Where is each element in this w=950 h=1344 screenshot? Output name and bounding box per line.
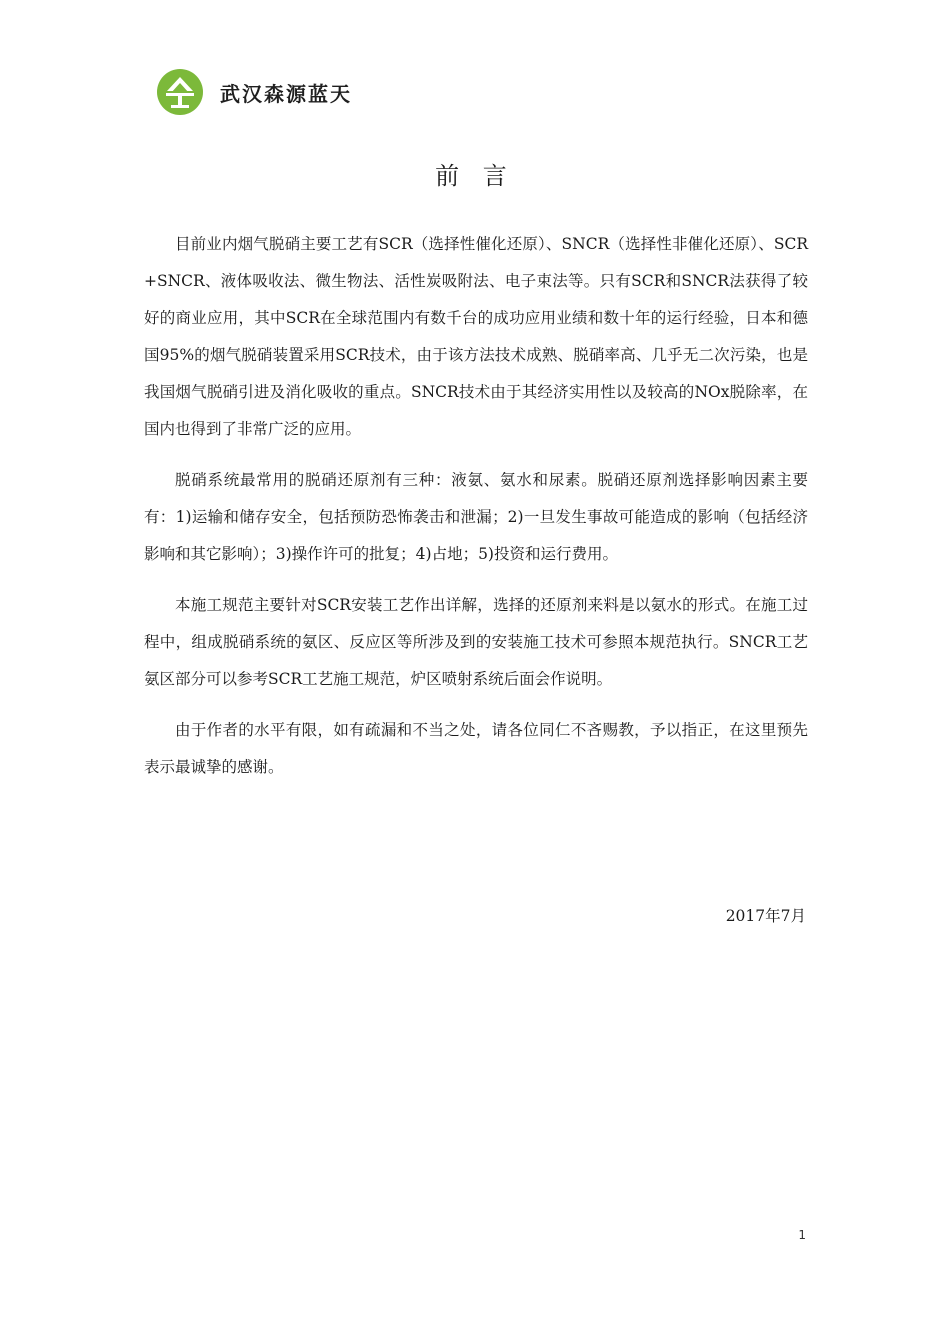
document-header	[156, 68, 352, 116]
paragraph: 脱硝系统最常用的脱硝还原剂有三种：液氨、氨水和尿素。脱硝还原剂选择影响因素主要有：1)运输和储存安全，包括预防恐怖袭击和泄漏；2)一旦发生事故可能造成的影响（包括经济影响和其它影响）；3)操作许可的批复；4)占地；5)投资和运行费用。	[144, 471, 808, 563]
tree-logo-icon	[156, 68, 204, 116]
page-title: 前 言	[435, 162, 515, 190]
document-date: 2017年7月	[725, 907, 806, 925]
company-name: 武汉森源蓝天	[220, 81, 352, 106]
paragraph: 本施工规范主要针对SCR安装工艺作出详解，选择的还原剂来料是以氨水的形式。在施工过程中，组成脱硝系统的氨区、反应区等所涉及到的安装施工技术可参照本规范执行。SNCR工艺氨区部分可以参考SCR工艺施工规范，炉区喷射系统后面会作说明。	[144, 596, 808, 688]
page-number: 1	[798, 1228, 806, 1242]
paragraph: 目前业内烟气脱硝主要工艺有SCR（选择性催化还原）、SNCR（选择性非催化还原）、SCR+SNCR、液体吸收法、微生物法、活性炭吸附法、电子束法等。只有SCR和SNCR法获得了较好的商业应用，其中SCR在全球范围内有数千台的成功应用业绩和数十年的运行经验，日本和德国95%的烟气脱硝装置采用SCR技术，由于该方法技术成熟、脱硝率高、几乎无二次污染，也是我国烟气脱硝引进及消化吸收的重点。SNCR技术由于其经济实用性以及较高的NOx脱除率，在国内也得到了非常广泛的应用。	[144, 235, 808, 438]
paragraph: 由于作者的水平有限，如有疏漏和不当之处，请各位同仁不吝赐教，予以指正，在这里预先表示最诚挚的感谢。	[144, 721, 808, 776]
document-body	[144, 226, 808, 800]
